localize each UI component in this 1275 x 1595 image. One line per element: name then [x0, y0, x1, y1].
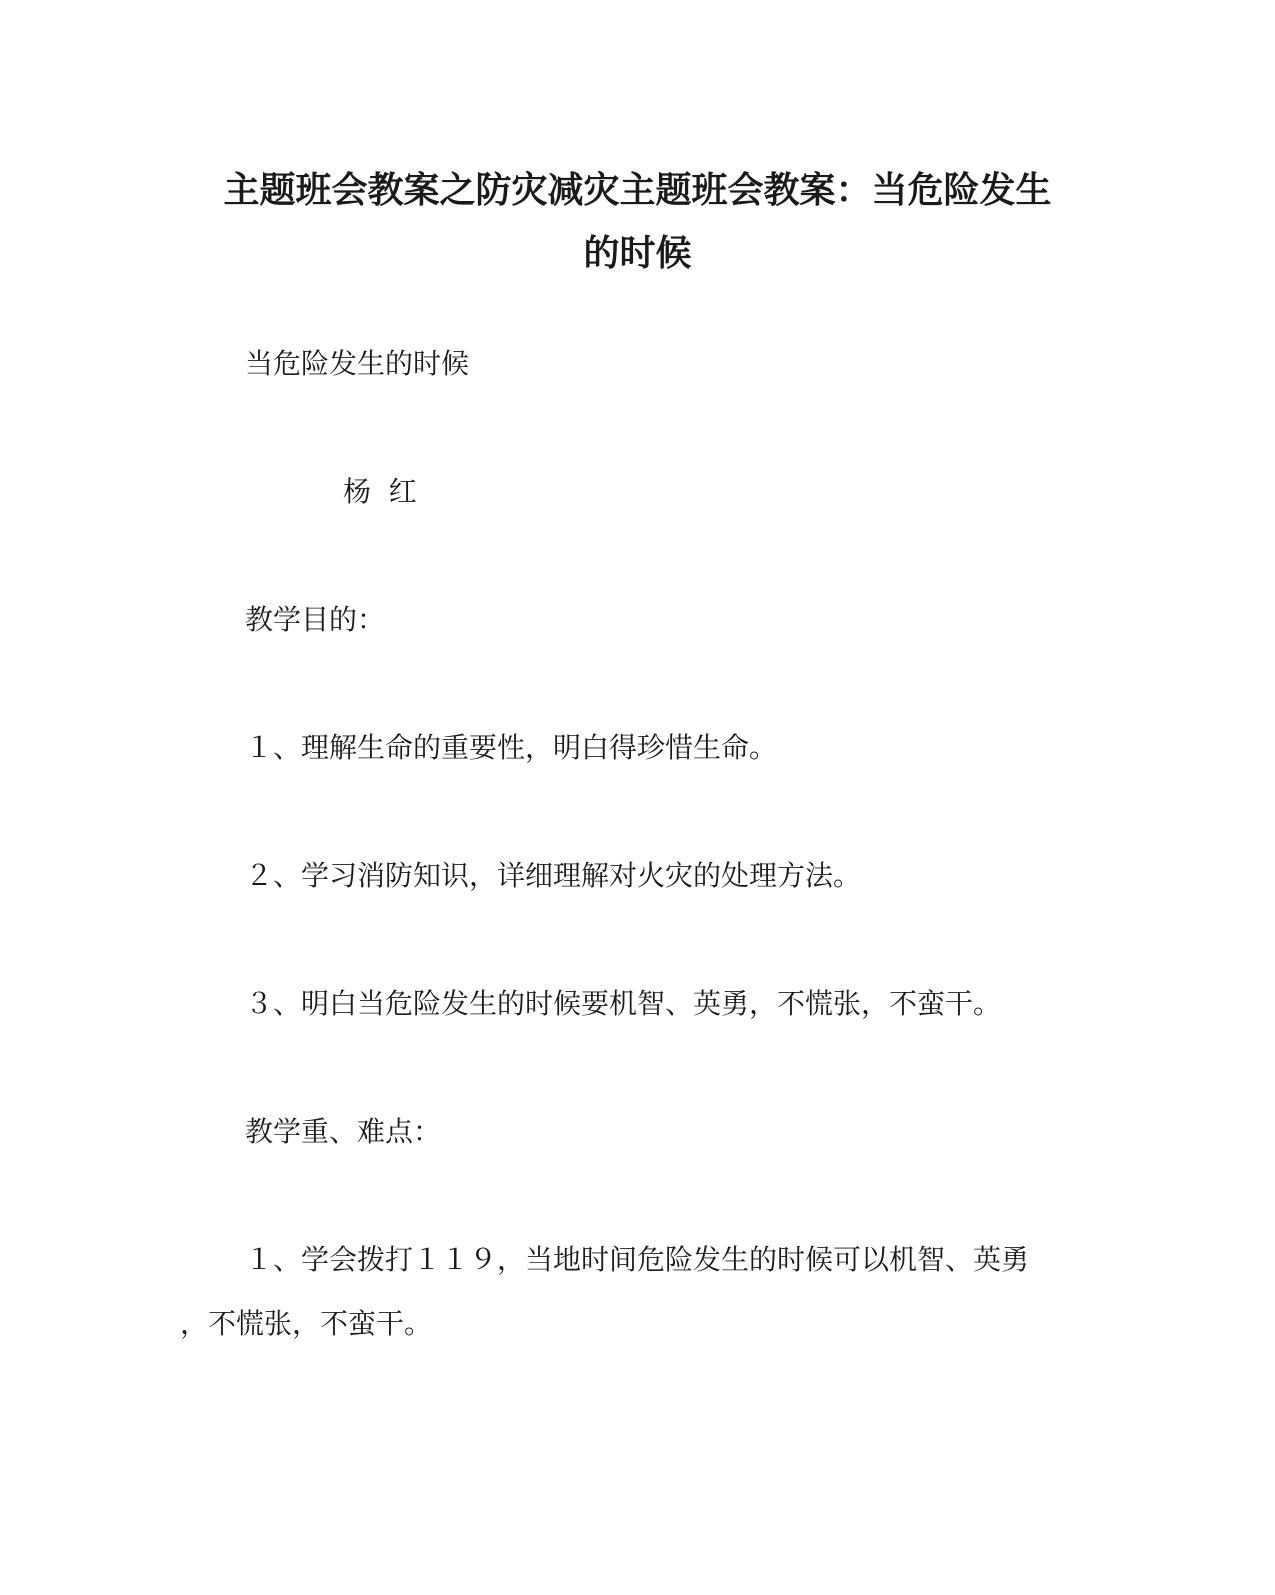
goal-item-2: ２、学习消防知识，详细理解对火灾的处理方法。: [245, 859, 862, 892]
subtitle: 当危险发生的时候: [245, 347, 470, 380]
goal-item-1: １、理解生命的重要性，明白得珍惜生命。: [245, 731, 778, 764]
section-heading-goals: 教学目的：: [245, 603, 386, 636]
document-title-line-1: 主题班会教案之防灾减灾主题班会教案：当危险发生: [223, 169, 1052, 211]
key-point-1-line-2: ，不慌张，不蛮干。: [180, 1307, 433, 1340]
key-point-1-line-1: １、学会拨打１１９，当地时间危险发生的时候可以机智、英勇: [245, 1243, 1030, 1276]
author-name: 杨 红: [343, 475, 417, 508]
goal-item-3: ３、明白当危险发生的时候要机智、英勇，不慌张，不蛮干。: [245, 987, 1002, 1020]
document-title-line-2: 的时候: [583, 232, 692, 274]
section-heading-key-points: 教学重、难点：: [245, 1115, 442, 1148]
